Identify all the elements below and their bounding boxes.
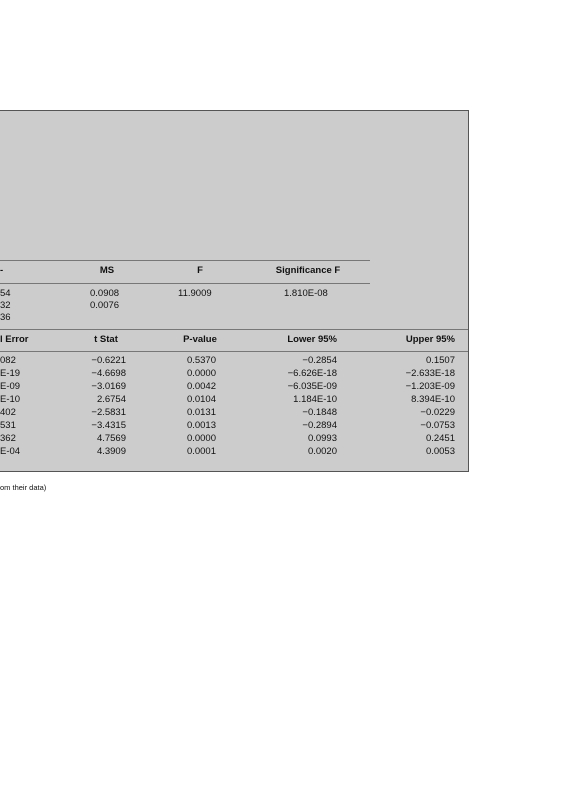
coef-cell-std-error: 082 xyxy=(0,355,16,366)
coef-cell-lower-95: −0.2854 xyxy=(302,355,337,366)
coef-cell-upper-95: 8.394E-10 xyxy=(411,394,455,405)
anova-header-rule xyxy=(0,283,370,284)
coef-cell-t-stat: 4.7569 xyxy=(96,433,126,444)
coef-cell-p-value: 0.0042 xyxy=(186,381,216,392)
coef-cell-upper-95: −2.633E-18 xyxy=(405,368,455,379)
coef-cell-t-stat: −4.6698 xyxy=(91,368,126,379)
coef-cell-t-stat: −2.5831 xyxy=(91,407,126,418)
coef-cell-std-error: 362 xyxy=(0,433,16,444)
anova-row-2-ms: 0.0076 xyxy=(90,300,120,311)
anova-row-1-ms: 0.0908 xyxy=(90,288,120,299)
coef-cell-std-error: E-19 xyxy=(0,368,21,379)
coef-header-t-stat: t Stat xyxy=(94,334,118,345)
coef-header-p-value: P-value xyxy=(183,334,217,345)
coef-cell-upper-95: −1.203E-09 xyxy=(405,381,455,392)
coef-cell-upper-95: −0.0753 xyxy=(420,420,455,431)
coef-header-upper-95: Upper 95% xyxy=(405,334,455,345)
coef-cell-std-error: 402 xyxy=(0,407,16,418)
coef-cell-lower-95: 1.184E-10 xyxy=(293,394,337,405)
coef-header-std-error: l Error xyxy=(0,334,29,345)
anova-header-ms: MS xyxy=(99,265,115,276)
coef-cell-std-error: 531 xyxy=(0,420,16,431)
anova-col0-header: - xyxy=(0,265,4,276)
coef-header-rule xyxy=(0,351,469,352)
anova-top-rule xyxy=(0,260,370,261)
anova-row-1-sig: 1.810E-08 xyxy=(284,288,328,299)
anova-row-2-partial: 32 xyxy=(0,300,11,311)
coef-cell-t-stat: −3.4315 xyxy=(91,420,126,431)
coef-cell-upper-95: 0.1507 xyxy=(425,355,455,366)
coef-top-rule xyxy=(0,329,469,330)
table-caption: om their data) xyxy=(0,483,47,492)
anova-row-1-partial: 54 xyxy=(0,288,11,299)
coef-cell-upper-95: 0.2451 xyxy=(425,433,455,444)
coef-cell-std-error: E-10 xyxy=(0,394,21,405)
regression-output-panel xyxy=(0,110,469,472)
coef-cell-lower-95: −6.626E-18 xyxy=(287,368,337,379)
anova-row-3-partial: 36 xyxy=(0,312,11,323)
coef-cell-t-stat: 2.6754 xyxy=(96,394,126,405)
coef-cell-lower-95: −0.2894 xyxy=(302,420,337,431)
anova-header-f: F xyxy=(197,265,203,276)
coef-cell-lower-95: −0.1848 xyxy=(302,407,337,418)
coef-cell-t-stat: 4.3909 xyxy=(96,446,126,457)
coef-cell-p-value: 0.0013 xyxy=(186,420,216,431)
coef-cell-upper-95: 0.0053 xyxy=(425,446,455,457)
coef-header-lower-95: Lower 95% xyxy=(287,334,337,345)
coef-cell-p-value: 0.5370 xyxy=(186,355,216,366)
coef-cell-lower-95: −6.035E-09 xyxy=(287,381,337,392)
coef-cell-p-value: 0.0104 xyxy=(186,394,216,405)
coef-cell-p-value: 0.0000 xyxy=(186,433,216,444)
coef-cell-lower-95: 0.0993 xyxy=(307,433,337,444)
coef-cell-std-error: E-04 xyxy=(0,446,21,457)
coef-cell-lower-95: 0.0020 xyxy=(307,446,337,457)
coef-cell-upper-95: −0.0229 xyxy=(420,407,455,418)
coef-cell-p-value: 0.0001 xyxy=(186,446,216,457)
coef-cell-p-value: 0.0000 xyxy=(186,368,216,379)
coef-cell-t-stat: −3.0169 xyxy=(91,381,126,392)
coef-cell-std-error: E-09 xyxy=(0,381,21,392)
anova-row-1-f: 11.9009 xyxy=(178,288,212,299)
anova-header-significance-f: Significance F xyxy=(275,265,341,276)
coef-cell-p-value: 0.0131 xyxy=(186,407,216,418)
coef-cell-t-stat: −0.6221 xyxy=(91,355,126,366)
